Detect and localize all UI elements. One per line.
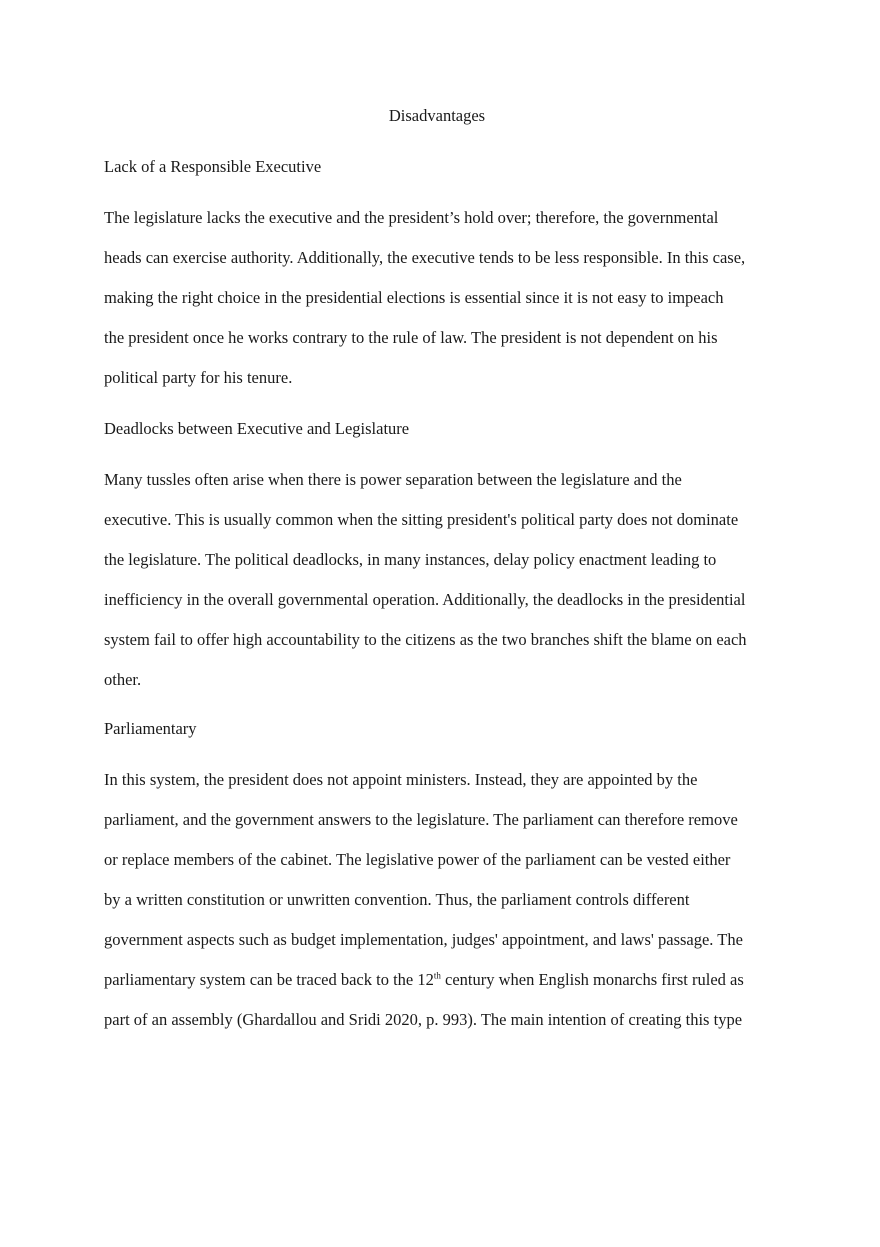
paragraph-deadlocks [104, 460, 794, 700]
text-line: or replace members of the cabinet. The legislative power of the parliament can be vested either [104, 850, 731, 869]
text-line: government aspects such as budget implementation, judges' appointment, and laws' passage. The [104, 930, 743, 949]
text-line: In this system, the president does not appoint ministers. Instead, they are appointed by the [104, 770, 698, 789]
text-line: making the right choice in the presidential elections is essential since it is not easy to impeach [104, 288, 724, 307]
text-line: inefficiency in the overall governmental operation. Additionally, the deadlocks in the presidential [104, 590, 746, 609]
paragraph-responsible-executive [104, 198, 794, 398]
text-line: heads can exercise authority. Additionally, the executive tends to be less responsible. In this case, [104, 248, 746, 267]
paragraph-parliamentary [104, 760, 794, 1040]
text-line: parliament, and the government answers to the legislature. The parliament can therefore remove [104, 810, 738, 829]
text-line: the legislature. The political deadlocks, in many instances, delay policy enactment leading to [104, 550, 717, 569]
text-line: the president once he works contrary to the rule of law. The president is not dependent on his [104, 328, 718, 347]
text-line: Many tussles often arise when there is power separation between the legislature and the [104, 470, 682, 489]
text-line: system fail to offer high accountability to the citizens as the two branches shift the blame on each [104, 630, 747, 649]
text-fragment: parliamentary system can be traced back to the 12 [104, 970, 434, 989]
text-line: executive. This is usually common when the sitting president's political party does not dominate [104, 510, 739, 529]
page-title: Disadvantages [388, 106, 486, 125]
section-heading-parliamentary: Parliamentary [104, 719, 197, 738]
section-heading-deadlocks: Deadlocks between Executive and Legislature [104, 419, 410, 438]
text-line: The legislature lacks the executive and the president’s hold over; therefore, the governmental [104, 208, 719, 227]
text-line: part of an assembly (Ghardallou and Sridi 2020, p. 993). The main intention of creating this type [104, 1010, 743, 1029]
section-heading-responsible-executive: Lack of a Responsible Executive [104, 157, 322, 176]
text-fragment: century when English monarchs first ruled as [440, 970, 744, 989]
text-line-with-superscript [104, 960, 794, 1000]
text-line: other. [104, 670, 142, 689]
superscript: th [433, 970, 441, 981]
text-line: political party for his tenure. [104, 368, 293, 387]
text-line: by a written constitution or unwritten convention. Thus, the parliament controls different [104, 890, 690, 909]
